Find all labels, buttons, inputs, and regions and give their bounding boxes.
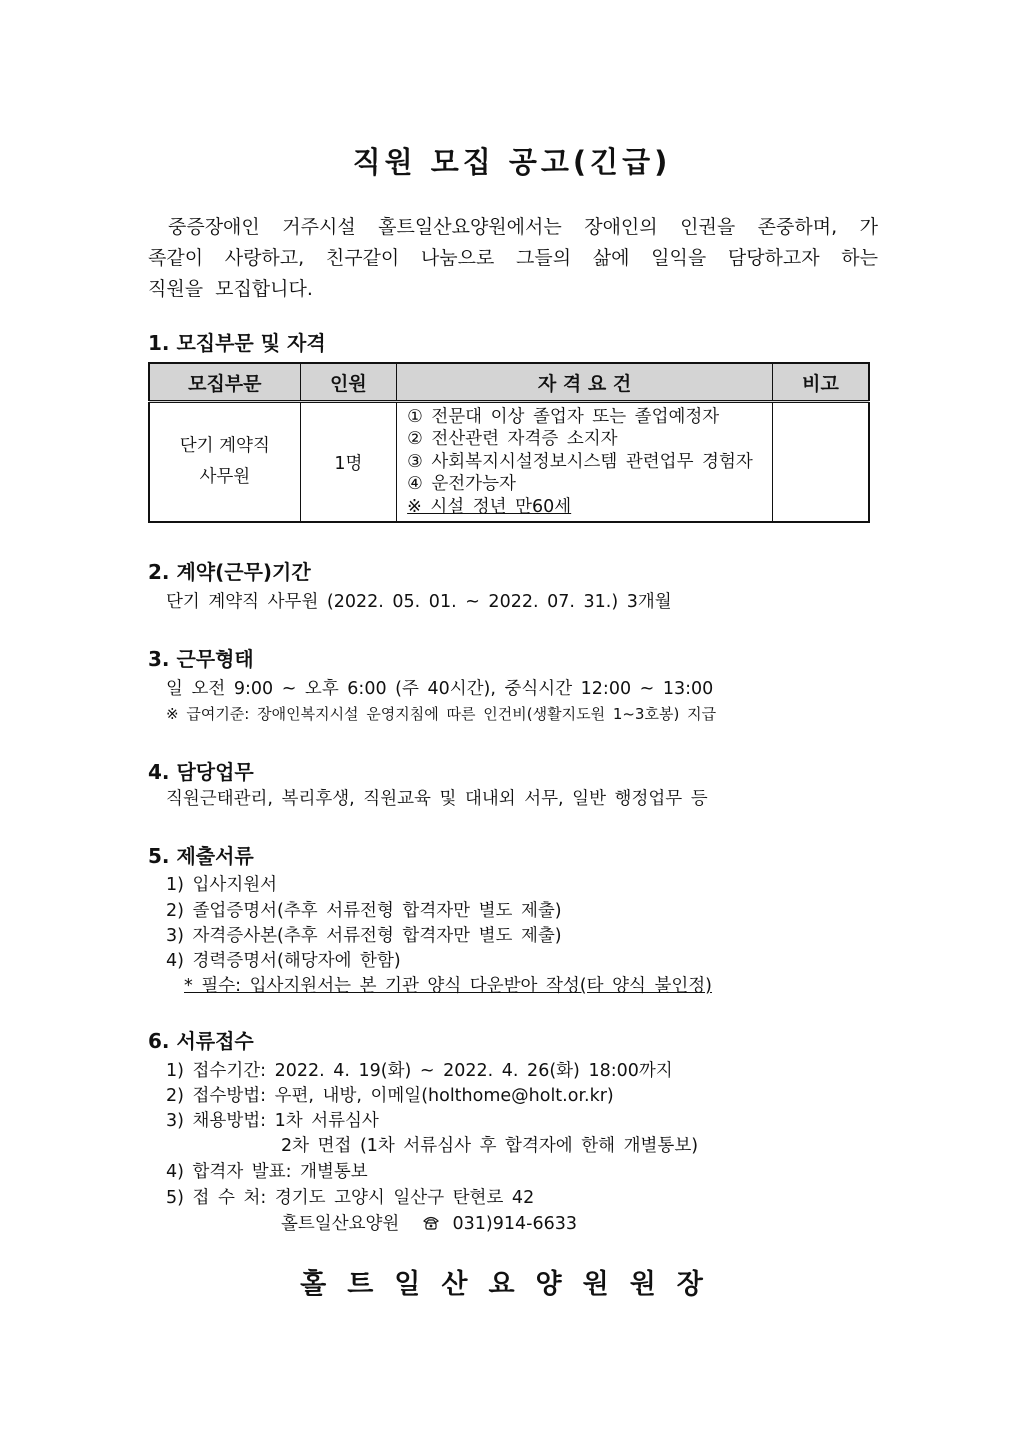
intro-line: 족같이 사랑하고, 친구같이 나눔으로 그들의 삶에 일익을 담당하고자 하는: [148, 247, 878, 269]
column-header: 자 격 요 건: [397, 363, 773, 402]
count-cell: 1명: [300, 402, 396, 523]
list-item: 1) 접수기간: 2022. 4. 19(화) ~ 2022. 4. 26(화) 18:00까지: [166, 1061, 673, 1081]
section-heading: 5. 제출서류: [148, 844, 254, 868]
qualifications-cell: [397, 402, 773, 523]
table-header-row: [149, 363, 869, 402]
phone-number: 031)914-6633: [452, 1214, 577, 1234]
section-heading: 2. 계약(근무)기간: [148, 560, 311, 584]
contact-line: [281, 1210, 577, 1236]
table-row: [149, 402, 869, 523]
column-header: 모집부문: [149, 363, 300, 402]
list-item: 5) 접 수 처: 경기도 고양시 일산구 탄현로 42: [166, 1188, 535, 1208]
note-cell: [772, 402, 869, 523]
qualification-item: ④ 운전가능자: [407, 474, 516, 495]
section-heading: 1. 모집부문 및 자격: [148, 331, 326, 355]
list-item: 2) 졸업증명서(추후 서류전형 합격자만 별도 제출): [166, 901, 562, 921]
phone-icon: [422, 1215, 440, 1236]
list-item-continuation: 2차 면접 (1차 서류심사 후 합격자에 한해 개별통보): [281, 1136, 699, 1156]
dept-line: 단기 계약직: [179, 436, 270, 456]
page-title: 직원 모집 공고(긴급): [352, 145, 672, 179]
dept-cell: [149, 402, 300, 523]
intro-line: 직원을 모집합니다.: [148, 278, 313, 300]
column-header: 인원: [300, 363, 396, 402]
list-item: 1) 입사지원서: [166, 875, 278, 895]
intro-line: 중증장애인 거주시설 홀트일산요양원에서는 장애인의 인권을 존중하며, 가: [168, 216, 878, 238]
organization-name: 홀트일산요양원: [281, 1214, 400, 1234]
contract-period: 단기 계약직 사무원 (2022. 05. 01. ~ 2022. 07. 31.) 3개월: [166, 592, 672, 612]
column-header: 비고: [772, 363, 869, 402]
retirement-age-note: ※ 시설 정년 만60세: [407, 496, 572, 517]
dept-line: 사무원: [199, 467, 251, 487]
list-item: 4) 합격자 발표: 개별통보: [166, 1162, 368, 1182]
requirements-table: [148, 362, 870, 523]
salary-note: ※ 급여기준: 장애인복지시설 운영지침에 따른 인건비(생활지도원 1~3호봉) 지급: [166, 705, 717, 723]
section-heading: 6. 서류접수: [148, 1029, 254, 1053]
issuer-signature: 홀트일산요양원원장: [300, 1269, 724, 1300]
qualification-item: ② 전산관련 자격증 소지자: [407, 429, 618, 450]
intro-paragraph: [148, 212, 878, 305]
section-heading: 4. 담당업무: [148, 760, 254, 784]
list-item: 4) 경력증명서(해당자에 한함): [166, 951, 401, 971]
section-heading: 3. 근무형태: [148, 647, 254, 671]
list-item: 3) 자격증사본(추후 서류전형 합격자만 별도 제출): [166, 926, 562, 946]
qualification-item: ① 전문대 이상 졸업자 또는 졸업예정자: [407, 406, 720, 427]
required-note: * 필수: 입사지원서는 본 기관 양식 다운받아 작성(타 양식 불인정): [184, 976, 712, 996]
qualification-item: ③ 사회복지시설정보시스템 관련업무 경험자: [407, 451, 753, 472]
list-item: 2) 접수방법: 우편, 내방, 이메일(holthome@holt.or.kr): [166, 1086, 614, 1106]
work-hours: 일 오전 9:00 ~ 오후 6:00 (주 40시간), 중식시간 12:00 ~ 13:00: [166, 679, 714, 699]
duties: 직원근태관리, 복리후생, 직원교육 및 대내외 서무, 일반 행정업무 등: [166, 789, 708, 809]
list-item: 3) 채용방법: 1차 서류심사: [166, 1111, 379, 1131]
